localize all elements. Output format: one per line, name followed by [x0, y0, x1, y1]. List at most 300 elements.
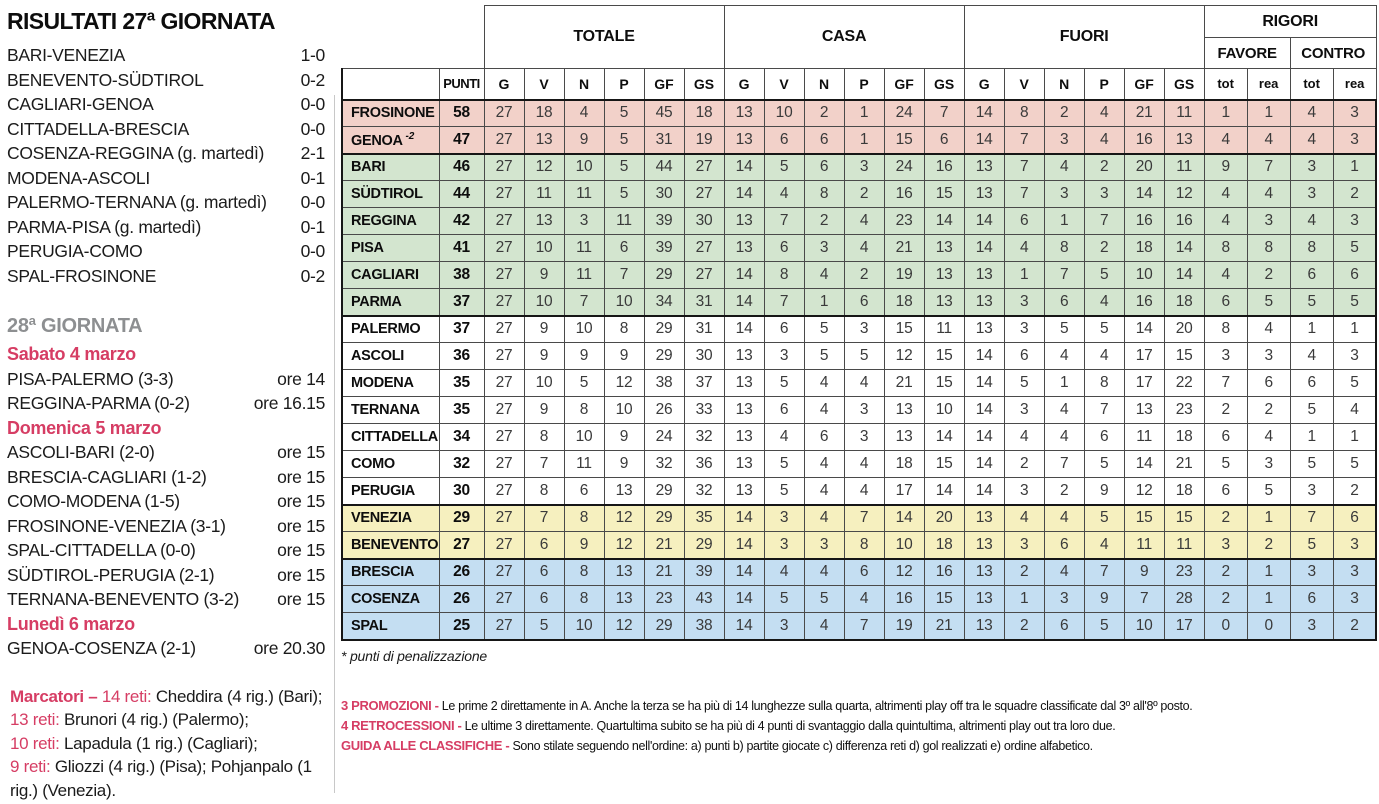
- stat-cell: 14: [964, 208, 1004, 235]
- scorers-line: [10, 732, 325, 756]
- rigori-cell: 5: [1333, 370, 1376, 397]
- team-cell: CITTADELLA: [342, 424, 439, 451]
- result-row: [7, 43, 325, 68]
- fixture-row: [7, 538, 325, 563]
- stat-cell: 4: [844, 370, 884, 397]
- stat-cell: 15: [1164, 505, 1204, 532]
- rigori-cell: 0: [1204, 613, 1247, 640]
- stat-cell: 6: [524, 586, 564, 613]
- scorers-segment: Marcatori –: [10, 686, 102, 706]
- match-name: PARMA-PISA (g. martedì): [7, 216, 202, 237]
- match-score: 0-0: [300, 241, 325, 261]
- stat-cell: 4: [844, 586, 884, 613]
- stat-cell: 21: [884, 370, 924, 397]
- stat-cell: 5: [1084, 262, 1124, 289]
- team-cell: FROSINONE: [342, 100, 439, 127]
- match-score: 0-2: [300, 69, 325, 90]
- rigori-cell: 4: [1204, 181, 1247, 208]
- stat-cell: 12: [604, 532, 644, 559]
- stat-cell: 9: [1084, 478, 1124, 505]
- points-column-header: PUNTI: [439, 69, 484, 100]
- stat-cell: 5: [604, 127, 644, 154]
- stat-cell: 15: [924, 586, 964, 613]
- stat-cell: 4: [764, 424, 804, 451]
- stat-cell: 8: [564, 505, 604, 532]
- stat-cell: 15: [1124, 505, 1164, 532]
- scorers-line: [10, 685, 325, 709]
- stat-cell: 8: [524, 478, 564, 505]
- stat-cell: 9: [524, 316, 564, 343]
- stat-cell: 5: [604, 181, 644, 208]
- stat-cell: 13: [604, 559, 644, 586]
- stat-cell: 5: [604, 100, 644, 127]
- stat-cell: 9: [564, 532, 604, 559]
- stat-cell: 13: [964, 559, 1004, 586]
- scorers-segment: Gliozzi (4 rig.) (Pisa); Pohjanpalo (1 rig.) (Venezia).: [10, 757, 312, 800]
- fixture-time: ore 15: [277, 442, 325, 462]
- stat-cell: 13: [1124, 397, 1164, 424]
- stat-cell: 4: [1084, 289, 1124, 316]
- stat-cell: 8: [524, 424, 564, 451]
- stat-cell: 6: [1004, 343, 1044, 370]
- stat-cell: 27: [484, 397, 524, 424]
- stat-cell: 5: [764, 451, 804, 478]
- stat-cell: 18: [524, 100, 564, 127]
- stat-cell: 6: [764, 127, 804, 154]
- stat-cell: 5: [844, 343, 884, 370]
- stat-cell: 29: [644, 262, 684, 289]
- result-row: [7, 68, 325, 93]
- note-label: 4 RETROCESSIONI -: [341, 717, 462, 733]
- stat-cell: 3: [1004, 316, 1044, 343]
- fixture-row: [7, 636, 325, 661]
- stat-cell: 21: [924, 613, 964, 640]
- stat-cell: 2: [804, 208, 844, 235]
- points-cell: 29: [439, 505, 484, 532]
- stat-cell: 24: [884, 154, 924, 181]
- stat-cell: 15: [1164, 343, 1204, 370]
- results-title: RISULTATI 27ª GIORNATA: [7, 8, 275, 34]
- stat-cell: 4: [1044, 559, 1084, 586]
- rigori-column-header: tot: [1204, 69, 1247, 100]
- note-line: [341, 696, 1378, 716]
- stat-cell: 4: [1084, 127, 1124, 154]
- result-row: [7, 264, 325, 289]
- stat-cell: 6: [764, 397, 804, 424]
- rigori-cell: 2: [1247, 397, 1290, 424]
- stat-cell: 5: [1004, 370, 1044, 397]
- rigori-cell: 7: [1290, 505, 1333, 532]
- stat-cell: 7: [844, 613, 884, 640]
- stat-cell: 5: [1084, 613, 1124, 640]
- stat-cell: 39: [644, 235, 684, 262]
- scorers-segment: Cheddira (4 rig.) (Bari);: [151, 686, 323, 706]
- stat-cell: 14: [964, 100, 1004, 127]
- stat-cell: 32: [684, 424, 724, 451]
- stat-cell: 11: [564, 181, 604, 208]
- stat-cell: 26: [644, 397, 684, 424]
- fixture-row: [7, 587, 325, 612]
- rules-notes-block: [341, 696, 1378, 756]
- stat-cell: 38: [684, 613, 724, 640]
- rigori-cell: 4: [1247, 424, 1290, 451]
- stat-cell: 1: [804, 289, 844, 316]
- stat-cell: 14: [1124, 316, 1164, 343]
- rigori-cell: 6: [1204, 424, 1247, 451]
- rigori-cell: 6: [1333, 505, 1376, 532]
- rigori-cell: 1: [1204, 100, 1247, 127]
- stat-cell: 6: [844, 289, 884, 316]
- stat-cell: 13: [964, 154, 1004, 181]
- stat-cell: 7: [1044, 451, 1084, 478]
- stat-cell: 21: [644, 559, 684, 586]
- left-column: [7, 8, 325, 802]
- stat-cell: 3: [1084, 181, 1124, 208]
- stat-cell: 9: [604, 451, 644, 478]
- stat-cell: 6: [924, 127, 964, 154]
- stat-cell: 4: [804, 478, 844, 505]
- stat-column-header: G: [964, 69, 1004, 100]
- fixtures-list: [7, 342, 325, 661]
- points-cell: 47: [439, 127, 484, 154]
- stat-cell: 31: [684, 316, 724, 343]
- stat-cell: 17: [884, 478, 924, 505]
- stat-cell: 19: [684, 127, 724, 154]
- stat-cell: 15: [924, 343, 964, 370]
- rigori-cell: 5: [1333, 235, 1376, 262]
- stat-cell: 4: [1004, 505, 1044, 532]
- stat-cell: 4: [804, 370, 844, 397]
- stat-cell: 21: [1164, 451, 1204, 478]
- stat-cell: 11: [1164, 154, 1204, 181]
- stat-cell: 11: [924, 316, 964, 343]
- stat-cell: 4: [844, 208, 884, 235]
- stat-cell: 10: [524, 370, 564, 397]
- result-row: [7, 190, 325, 215]
- stat-cell: 5: [764, 370, 804, 397]
- stat-cell: 43: [684, 586, 724, 613]
- stat-cell: 27: [484, 613, 524, 640]
- top-scorers-block: [7, 685, 325, 803]
- rigori-cell: 1: [1333, 154, 1376, 181]
- stat-cell: 31: [684, 289, 724, 316]
- match-score: 0-0: [300, 94, 325, 114]
- fixture-row: [7, 563, 325, 588]
- stat-cell: 7: [1004, 127, 1044, 154]
- table-row-spal: [342, 613, 1376, 640]
- stat-cell: 16: [1124, 127, 1164, 154]
- stat-cell: 6: [804, 127, 844, 154]
- rigori-cell: 1: [1333, 316, 1376, 343]
- match-score: 0-0: [300, 192, 325, 212]
- team-cell: COSENZA: [342, 586, 439, 613]
- stat-cell: 18: [884, 289, 924, 316]
- rigori-cell: 5: [1204, 451, 1247, 478]
- stat-cell: 6: [564, 478, 604, 505]
- note-label: GUIDA ALLE CLASSIFICHE -: [341, 737, 510, 753]
- stat-cell: 3: [1044, 586, 1084, 613]
- fixture-time: ore 15: [277, 564, 325, 585]
- rigori-cell: 6: [1247, 370, 1290, 397]
- stat-cell: 7: [1124, 586, 1164, 613]
- stat-cell: 10: [564, 613, 604, 640]
- stat-cell: 9: [524, 397, 564, 424]
- stat-cell: 27: [484, 586, 524, 613]
- stat-cell: 11: [1164, 100, 1204, 127]
- scorers-segment: Brunori (4 rig.) (Palermo);: [59, 710, 249, 729]
- rigori-cell: 5: [1290, 289, 1333, 316]
- fixture-row: [7, 489, 325, 514]
- stat-cell: 24: [884, 100, 924, 127]
- rigori-cell: 4: [1204, 262, 1247, 289]
- stat-cell: 14: [924, 424, 964, 451]
- fixture-row: [7, 465, 325, 490]
- stat-cell: 14: [724, 154, 764, 181]
- stat-cell: 39: [644, 208, 684, 235]
- stat-cell: 13: [724, 370, 764, 397]
- stat-cell: 6: [1004, 208, 1044, 235]
- stat-cell: 3: [1044, 181, 1084, 208]
- stat-cell: 13: [724, 235, 764, 262]
- stat-cell: 4: [804, 397, 844, 424]
- stat-column-header: G: [724, 69, 764, 100]
- stat-cell: 8: [1044, 235, 1084, 262]
- stat-cell: 13: [924, 262, 964, 289]
- stat-column-header: GS: [924, 69, 964, 100]
- stat-cell: 5: [1044, 316, 1084, 343]
- stat-column-header: GS: [1164, 69, 1204, 100]
- stat-cell: 12: [604, 613, 644, 640]
- rigori-cell: 6: [1204, 478, 1247, 505]
- stat-cell: 14: [724, 181, 764, 208]
- table-row-pisa: [342, 235, 1376, 262]
- stat-cell: 7: [1084, 559, 1124, 586]
- stat-cell: 29: [684, 532, 724, 559]
- stat-cell: 8: [764, 262, 804, 289]
- match-score: 0-0: [300, 118, 325, 139]
- stat-column-header: N: [564, 69, 604, 100]
- stat-cell: 3: [764, 613, 804, 640]
- team-cell: BRESCIA: [342, 559, 439, 586]
- rigori-cell: 4: [1247, 127, 1290, 154]
- standings-table: [341, 5, 1377, 641]
- points-cell: 25: [439, 613, 484, 640]
- match-name: MODENA-ASCOLI: [7, 167, 150, 188]
- rigori-cell: 2: [1204, 559, 1247, 586]
- rigori-cell: 5: [1247, 478, 1290, 505]
- stat-cell: 16: [884, 586, 924, 613]
- stat-column-header: V: [524, 69, 564, 100]
- stat-cell: 9: [564, 127, 604, 154]
- team-column-header: [342, 69, 439, 100]
- stat-cell: 14: [724, 586, 764, 613]
- group-header-totale: TOTALE: [484, 6, 724, 69]
- stat-cell: 18: [684, 100, 724, 127]
- table-row-bari: [342, 154, 1376, 181]
- results-list: [7, 43, 325, 288]
- fixture-match: TERNANA-BENEVENTO (3-2): [7, 589, 239, 609]
- fixture-match: REGGINA-PARMA (0-2): [7, 393, 190, 413]
- stat-cell: 4: [1084, 100, 1124, 127]
- rigori-cell: 7: [1247, 154, 1290, 181]
- stat-cell: 39: [684, 559, 724, 586]
- stat-cell: 8: [844, 532, 884, 559]
- points-cell: 46: [439, 154, 484, 181]
- stat-column-header: P: [604, 69, 644, 100]
- stat-cell: 14: [724, 262, 764, 289]
- stat-cell: 10: [1124, 262, 1164, 289]
- stat-column-header: V: [1004, 69, 1044, 100]
- stat-cell: 7: [924, 100, 964, 127]
- stat-cell: 4: [1004, 235, 1044, 262]
- stat-cell: 12: [1124, 478, 1164, 505]
- team-cell: MODENA: [342, 370, 439, 397]
- stat-cell: 27: [484, 370, 524, 397]
- match-name: PALERMO-TERNANA (g. martedì): [7, 192, 267, 212]
- stat-cell: 30: [684, 343, 724, 370]
- scorers-segment: 9 reti:: [10, 757, 51, 776]
- stat-cell: 4: [764, 559, 804, 586]
- rigori-column-header: tot: [1290, 69, 1333, 100]
- stat-cell: 14: [1124, 181, 1164, 208]
- stat-column-header: GF: [644, 69, 684, 100]
- rigori-cell: 5: [1290, 451, 1333, 478]
- stat-cell: 4: [804, 451, 844, 478]
- stat-cell: 4: [1044, 505, 1084, 532]
- stat-cell: 13: [724, 100, 764, 127]
- stat-cell: 38: [644, 370, 684, 397]
- stat-cell: 13: [524, 208, 564, 235]
- rigori-cell: 3: [1333, 559, 1376, 586]
- stat-cell: 14: [1164, 262, 1204, 289]
- rigori-cell: 1: [1290, 316, 1333, 343]
- stat-cell: 18: [884, 451, 924, 478]
- rigori-cell: 4: [1247, 316, 1290, 343]
- stat-cell: 19: [884, 262, 924, 289]
- matchday-date: Lunedì 6 marzo: [7, 613, 135, 634]
- stat-cell: 10: [924, 397, 964, 424]
- stat-cell: 5: [1084, 451, 1124, 478]
- points-cell: 26: [439, 586, 484, 613]
- note-text: Le prime 2 direttamente in A. Anche la terza se ha più di 14 lunghezze sulla quarta, altrimenti play off tra le squadre classificate dal 3º all'8º posto.: [441, 698, 1193, 713]
- stat-cell: 27: [484, 478, 524, 505]
- stat-cell: 27: [484, 181, 524, 208]
- rigori-cell: 3: [1204, 532, 1247, 559]
- scorers-segment: 10 reti:: [10, 733, 60, 753]
- stat-cell: 10: [604, 397, 644, 424]
- rigori-cell: 1: [1247, 559, 1290, 586]
- stat-cell: 3: [564, 208, 604, 235]
- match-name: SPAL-FROSINONE: [7, 265, 157, 286]
- stat-cell: 5: [524, 613, 564, 640]
- rigori-cell: 3: [1333, 343, 1376, 370]
- stat-cell: 2: [1004, 613, 1044, 640]
- table-row-frosinone: [342, 100, 1376, 127]
- stat-cell: 14: [724, 613, 764, 640]
- stat-cell: 12: [884, 343, 924, 370]
- points-cell: 58: [439, 100, 484, 127]
- stat-cell: 23: [1164, 559, 1204, 586]
- match-name: BENEVENTO-SÜDTIROL: [7, 69, 204, 90]
- stat-cell: 10: [564, 316, 604, 343]
- stat-cell: 3: [804, 532, 844, 559]
- stat-cell: 4: [1004, 424, 1044, 451]
- stat-cell: 8: [564, 586, 604, 613]
- points-cell: 30: [439, 478, 484, 505]
- fixture-match: FROSINONE-VENEZIA (3-1): [7, 515, 226, 536]
- stat-cell: 27: [484, 235, 524, 262]
- result-row: [7, 215, 325, 240]
- stat-cell: 23: [884, 208, 924, 235]
- fixture-time: ore 15: [277, 515, 325, 536]
- stat-cell: 2: [1004, 451, 1044, 478]
- points-cell: 36: [439, 343, 484, 370]
- stat-cell: 5: [1084, 316, 1124, 343]
- table-row-genoa: [342, 127, 1376, 154]
- stat-cell: 9: [1084, 586, 1124, 613]
- stat-cell: 14: [924, 478, 964, 505]
- stat-cell: 29: [644, 478, 684, 505]
- stat-cell: 2: [804, 100, 844, 127]
- stat-cell: 13: [724, 127, 764, 154]
- standings-column: [341, 5, 1378, 756]
- stat-cell: 1: [1004, 586, 1044, 613]
- stat-cell: 14: [964, 127, 1004, 154]
- result-row: [7, 92, 325, 117]
- rigori-cell: 5: [1247, 289, 1290, 316]
- stat-cell: 24: [644, 424, 684, 451]
- stat-column-header: GF: [1124, 69, 1164, 100]
- fixture-row: [7, 514, 325, 539]
- stat-cell: 8: [804, 181, 844, 208]
- points-cell: 37: [439, 289, 484, 316]
- stat-cell: 9: [524, 262, 564, 289]
- stat-cell: 4: [844, 478, 884, 505]
- rigori-cell: 4: [1290, 343, 1333, 370]
- stat-cell: 17: [1124, 370, 1164, 397]
- stat-cell: 44: [644, 154, 684, 181]
- stat-cell: 29: [644, 613, 684, 640]
- rigori-cell: 3: [1333, 532, 1376, 559]
- stat-cell: 30: [684, 208, 724, 235]
- header-group-row: [342, 6, 1376, 38]
- stat-cell: 27: [684, 181, 724, 208]
- rigori-cell: 3: [1333, 208, 1376, 235]
- note-text: Sono stilate seguendo nell'ordine: a) punti b) partite giocate c) differenza reti d) gol realizzati e) ordine alfabetico.: [512, 738, 1093, 753]
- stat-cell: 6: [1044, 532, 1084, 559]
- stat-cell: 17: [1164, 613, 1204, 640]
- stat-cell: 1: [844, 127, 884, 154]
- stat-cell: 5: [804, 586, 844, 613]
- stat-cell: 2: [844, 262, 884, 289]
- stat-cell: 14: [964, 424, 1004, 451]
- stat-cell: 13: [604, 586, 644, 613]
- header-columns-row: [342, 69, 1376, 100]
- points-cell: 26: [439, 559, 484, 586]
- stat-cell: 5: [764, 154, 804, 181]
- stat-cell: 5: [804, 316, 844, 343]
- rigori-cell: 3: [1247, 451, 1290, 478]
- stat-cell: 7: [604, 262, 644, 289]
- rigori-cell: 4: [1290, 208, 1333, 235]
- match-name: CAGLIARI-GENOA: [7, 94, 154, 114]
- stat-cell: 27: [684, 154, 724, 181]
- column-rule: [334, 95, 335, 793]
- fixture-match: SPAL-CITTADELLA (0-0): [7, 540, 196, 560]
- stat-cell: 13: [604, 478, 644, 505]
- stat-cell: 33: [684, 397, 724, 424]
- stat-cell: 34: [644, 289, 684, 316]
